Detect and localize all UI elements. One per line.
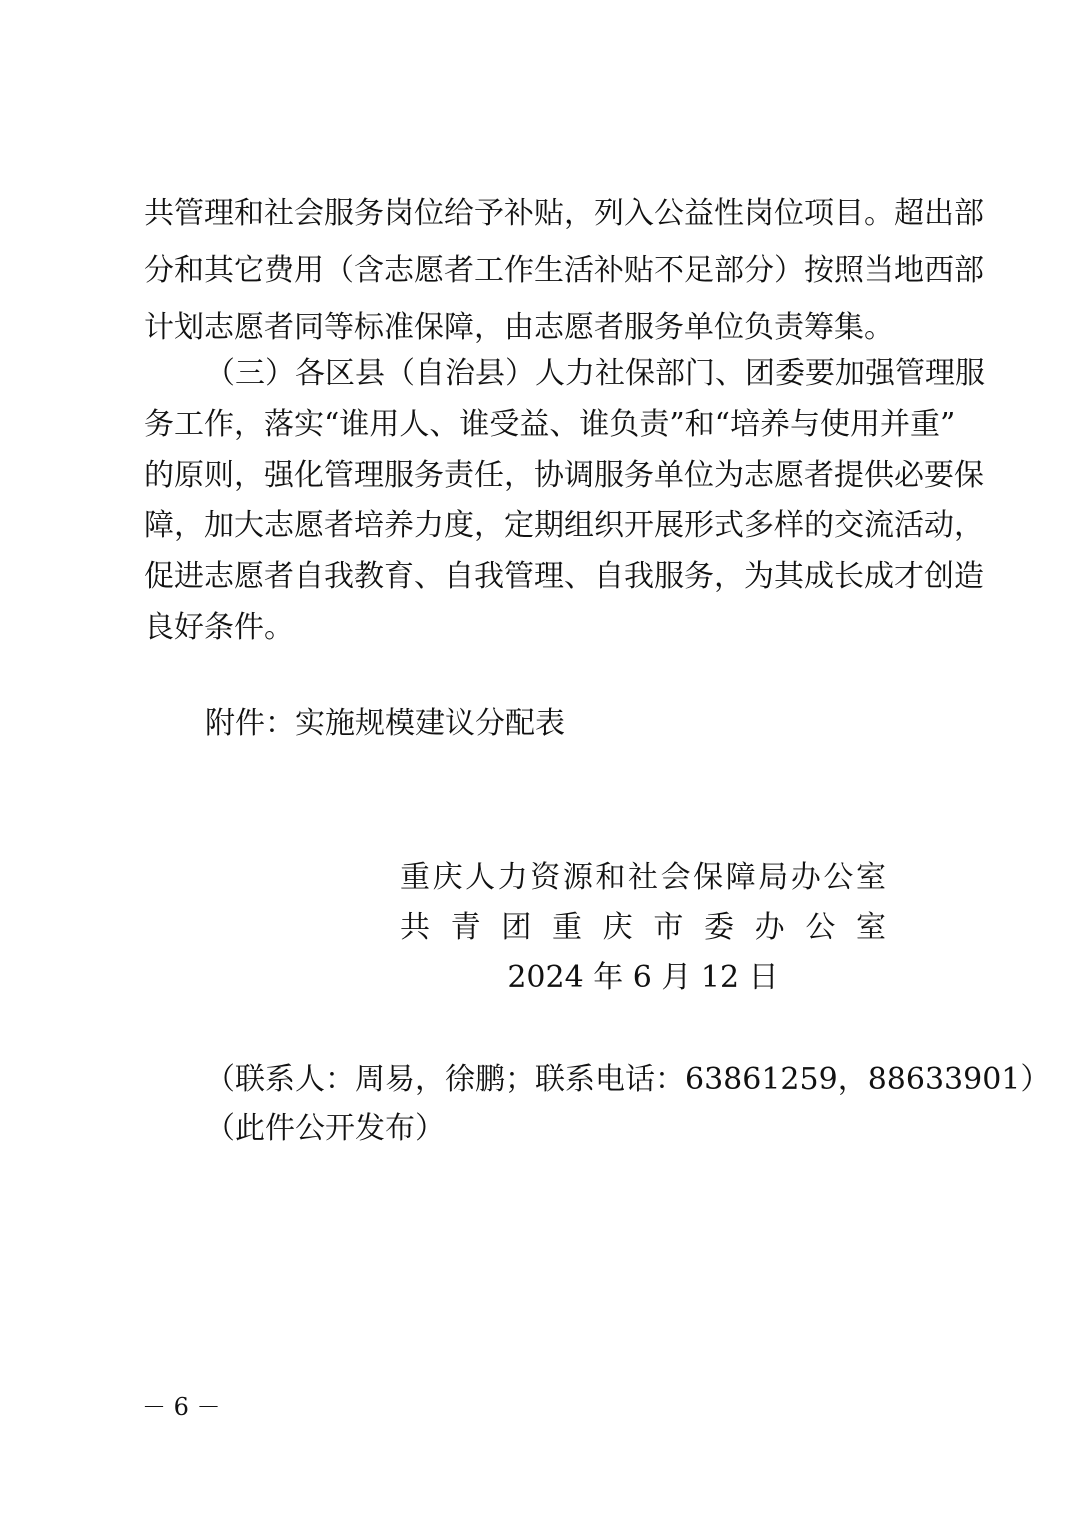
signature-date: 2024 年 6 月 12 日 (507, 960, 779, 995)
paragraph-2-line-4: 障，加大志愿者培养力度，定期组织开展形式多样的交流活动， (144, 508, 984, 543)
signature-org-1: 重庆人力资源和社会保障局办公室 (400, 860, 886, 895)
paragraph-1-line-1: 共管理和社会服务岗位给予补贴，列入公益性岗位项目。超出部 (144, 196, 984, 231)
publication-note: （此件公开发布） (205, 1111, 445, 1146)
contact-info: （联系人：周易，徐鹏；联系电话：63861259，88633901） (205, 1062, 1051, 1097)
page-number: － 6 － (142, 1393, 221, 1421)
paragraph-2-line-6: 良好条件。 (144, 610, 294, 645)
paragraph-2-line-2: 务工作，落实“谁用人、谁受益、谁负责”和“培养与使用并重” (144, 407, 956, 442)
paragraph-1-line-2: 分和其它费用（含志愿者工作生活补贴不足部分）按照当地西部 (144, 253, 984, 288)
paragraph-2-line-3: 的原则，强化管理服务责任，协调服务单位为志愿者提供必要保 (144, 458, 984, 493)
paragraph-1-line-3: 计划志愿者同等标准保障，由志愿者服务单位负责筹集。 (144, 310, 894, 345)
paragraph-2-line-1: （三）各区县（自治县）人力社保部门、团委要加强管理服 (205, 356, 985, 391)
paragraph-2-line-5: 促进志愿者自我教育、自我管理、自我服务，为其成长成才创造 (144, 559, 984, 594)
signature-org-2: 共青团重庆市委办公室 (400, 910, 886, 945)
attachment-line: 附件：实施规模建议分配表 (205, 706, 565, 741)
